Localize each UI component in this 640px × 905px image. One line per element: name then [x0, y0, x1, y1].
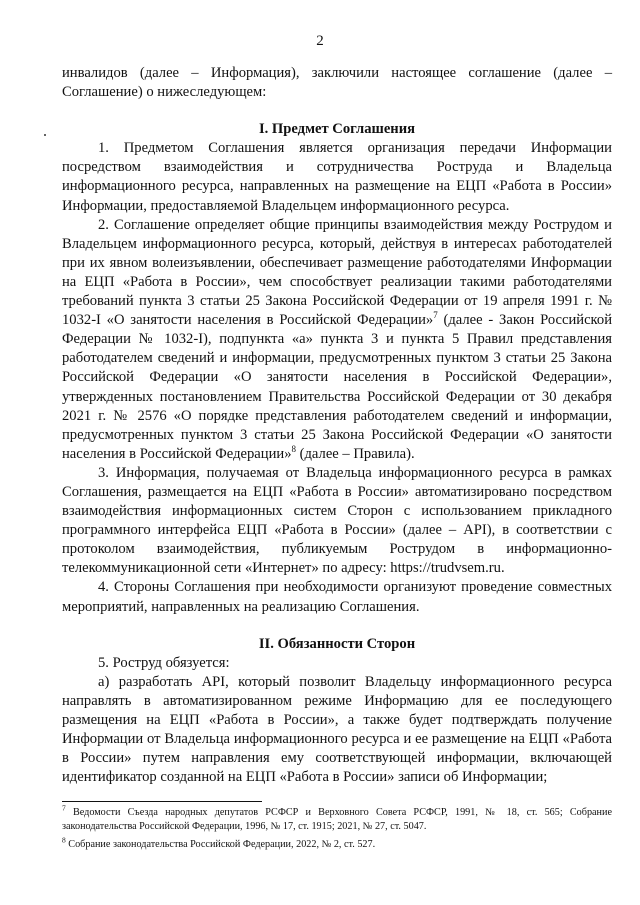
intro-continuation: инвалидов (далее – Информация), заключили настоящее соглашение (далее – Соглашение) о нижеследующем: [62, 65, 612, 101]
paragraph-2-part-a: 2. Соглашение определяет общие принципы взаимодействия между Рострудом и Владельцем информационного ресурса, который, действуя в интересах работодателей при их явном волеизъявлении, обеспечивает размещение работодателями Информации на ЕЦП «Работа в России», чем способствует реализации такими работодателями требований пункта 3 статьи 25 Закона Российской Федерации от 19 апреля 1991 г. № 1032-I «О занятости населения в Российской Федерации» [62, 216, 612, 329]
footnote-7 [62, 803, 612, 834]
footnote-8 [62, 835, 612, 852]
paragraph-5: 5. Роструд обязуется: [98, 654, 230, 671]
paragraph-1: 1. Предметом Соглашения является организация передачи Информации посредством взаимодействия и сотрудничества Роструда и Владельца информационного ресурса, направленных на размещение на ЕЦП «Работа в России» Информации, предоставляемой Владельцем информационного ресурса. [62, 140, 612, 214]
section-heading-obligations: II. Обязанности Сторон [258, 635, 416, 652]
paragraph-3: 3. Информация, получаемая от Владельца информационного ресурса в рамках Соглашения, размещается на ЕЦП «Работа в России» автоматизировано посредством взаимодействия информационных систем Сторон с использованием прикладного программного интерфейса ЕЦП «Работа в России» (далее – API), в соответствии с протоколом взаимодействия, публикуемым Рострудом в информационно-телекоммуникационной сети «Интернет» по адресу: https://trudvsem.ru. [62, 464, 612, 577]
section-heading-subject: I. Предмет Соглашения [258, 121, 416, 138]
footnote-8-text: Собрание законодательства Российской Федерации, 2022, № 2, ст. 527. [65, 839, 376, 850]
footnote-ref-8: 8 [291, 443, 296, 454]
paragraph-2-part-b: (далее - Закон Российской Федерации № 1032-I), подпункта «а» пункта 3 и пункта 5 Правил представления работодателем сведений и информации, предусмотренных пунктом 3 статьи 25 Закона Российской Федерации «О занятости населения в Российской Федерации», утвержденных постановлением Правительства Российской Федерации от 30 декабря 2021 г. № 2576 «О порядке представления работодателем сведений и информации, предусмотренных пунктом 3 статьи 25 Закона Российской Федерации «О занятости населения в Российской Федерации» [62, 312, 612, 462]
footnote-divider [62, 801, 262, 802]
footnote-ref-7: 7 [433, 310, 438, 321]
footnote-7-text: Ведомости Съезда народных депутатов РСФСР и Верховного Совета РСФСР, 1991, № 18, ст. 565; Собрание законодательства Российской Федерации, 1996, № 17, ст. 1915; 2021, № 27, ст. 5047. [62, 807, 612, 832]
paragraph-5a: а) разработать API, который позволит Владельцу информационного ресурса направлять в автоматизированном режиме Информацию для ее последующего размещения на ЕЦП «Работа в России», а также будет подтверждать получение Информации от Владельца информационного ресурса и ее размещение на ЕЦП «Работа в России» путем направления ему соответствующей информации, включающей идентификатор созданной на ЕЦП «Работа в России» записи об Информации; [62, 673, 612, 786]
footnotes [62, 803, 612, 856]
paragraph-4: 4. Стороны Соглашения при необходимости организуют проведение совместных мероприятий, направленных на реализацию Соглашения. [62, 579, 612, 615]
footnote-8-mark: 8 [62, 835, 66, 845]
document-body [62, 64, 612, 787]
paragraph-2 [62, 216, 612, 464]
page-number: 2 [316, 33, 324, 49]
paragraph-2-part-c: (далее – Правила). [296, 445, 415, 462]
scan-speck [44, 134, 46, 136]
footnote-7-mark: 7 [62, 803, 66, 813]
